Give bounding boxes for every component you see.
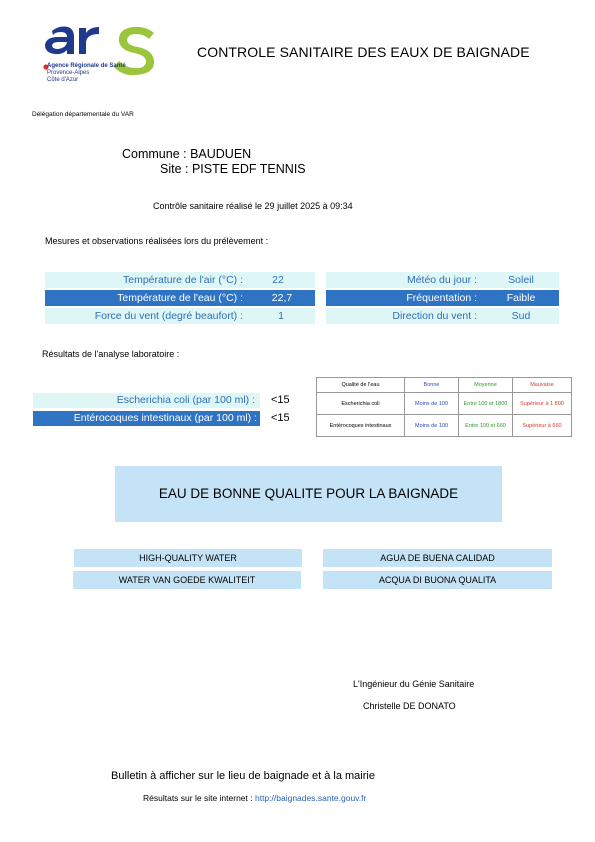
ecoli-label: Escherichia coli (par 100 ml) : — [116, 394, 255, 406]
signatory-title: L'Ingénieur du Génie Sanitaire — [353, 679, 475, 689]
document-title: CONTROLE SANITAIRE DES EAUX DE BAIGNADE — [197, 44, 530, 60]
measures-heading: Mesures et observations réalisées lors du prélèvement : — [45, 236, 269, 246]
reference-cell: Supérieur à 1 800 — [513, 393, 572, 415]
control-date: Contrôle sanitaire réalisé le 29 juillet 2025 à 09:34 — [153, 201, 353, 211]
measure-row-wind-force — [45, 308, 315, 324]
air-temp-value: 22 — [272, 274, 284, 286]
reference-header-quality: Qualité de l'eau — [317, 378, 405, 393]
logo-subtitle — [47, 63, 126, 84]
reference-cell: Supérieur à 660 — [513, 415, 572, 437]
site-label: Site : PISTE EDF TENNIS — [160, 162, 306, 176]
measure-row-wind-direction — [326, 308, 559, 324]
measure-row-air-temp — [45, 272, 315, 288]
reference-cell: Entre 100 et 660 — [459, 415, 513, 437]
results-heading: Résultats de l'analyse laboratoire : — [42, 349, 180, 359]
measure-row-water-temp — [45, 290, 315, 306]
reference-header-row — [317, 378, 572, 393]
wind-force-value: 1 — [278, 310, 284, 322]
reference-table — [316, 377, 572, 437]
translation-english: HIGH-QUALITY WATER — [74, 549, 302, 567]
reference-cell: Entérocoques intestinaux — [317, 415, 405, 437]
attendance-label: Fréquentation : — [406, 292, 477, 304]
bulletin-note: Bulletin à afficher sur le lieu de baignade et à la mairie — [111, 770, 375, 782]
air-temp-label: Température de l'air (°C) : — [123, 274, 243, 286]
ecoli-value: <15 — [271, 394, 290, 406]
reference-row-ecoli — [317, 393, 572, 415]
wind-direction-value: Sud — [511, 310, 531, 322]
reference-header-good: Bonne — [405, 378, 459, 393]
translation-italian: ACQUA DI BUONA QUALITA — [323, 571, 552, 589]
weather-value: Soleil — [508, 274, 534, 286]
website-label: Résultats sur le site internet : — [143, 793, 253, 803]
measure-row-weather — [326, 272, 559, 288]
commune-label: Commune : BAUDUEN — [122, 147, 252, 161]
measure-row-attendance — [326, 290, 559, 306]
website-link[interactable]: http://baignades.sante.gouv.fr — [254, 793, 367, 803]
logo-line-region1: Provence-Alpes — [47, 70, 90, 76]
enterococci-value: <15 — [271, 412, 290, 424]
enterococci-label: Entérocoques intestinaux (par 100 ml) : — [73, 412, 257, 424]
logo-line-agency: Agence Régionale de Santé — [47, 63, 126, 69]
water-temp-value: 22,7 — [271, 292, 293, 304]
reference-cell: Entre 100 et 1800 — [459, 393, 513, 415]
logo-line-region2: Côte d'Azur — [47, 77, 79, 83]
reference-row-enterococci — [317, 415, 572, 437]
delegation-label: Délégation départementale du VAR — [32, 111, 134, 118]
translation-spanish: AGUA DE BUENA CALIDAD — [323, 549, 552, 567]
ecoli-row — [33, 393, 260, 408]
wind-force-label: Force du vent (degré beaufort) : — [94, 310, 243, 322]
reference-header-bad: Mauvaise — [513, 378, 572, 393]
signatory-name: Christelle DE DONATO — [363, 701, 456, 711]
quality-verdict: EAU DE BONNE QUALITE POUR LA BAIGNADE — [115, 466, 502, 522]
translation-dutch: WATER VAN GOEDE KWALITEIT — [73, 571, 301, 589]
weather-label: Météo du jour : — [406, 274, 477, 286]
reference-cell: Escherichia coli — [317, 393, 405, 415]
reference-header-medium: Moyenne — [459, 378, 513, 393]
attendance-value: Faible — [506, 292, 536, 304]
reference-cell: Moins de 100 — [405, 415, 459, 437]
enterococci-row — [33, 411, 260, 426]
reference-cell: Moins de 100 — [405, 393, 459, 415]
wind-direction-label: Direction du vent : — [392, 310, 477, 322]
water-temp-label: Température de l'eau (°C) : — [117, 292, 243, 304]
website-line — [143, 793, 366, 803]
